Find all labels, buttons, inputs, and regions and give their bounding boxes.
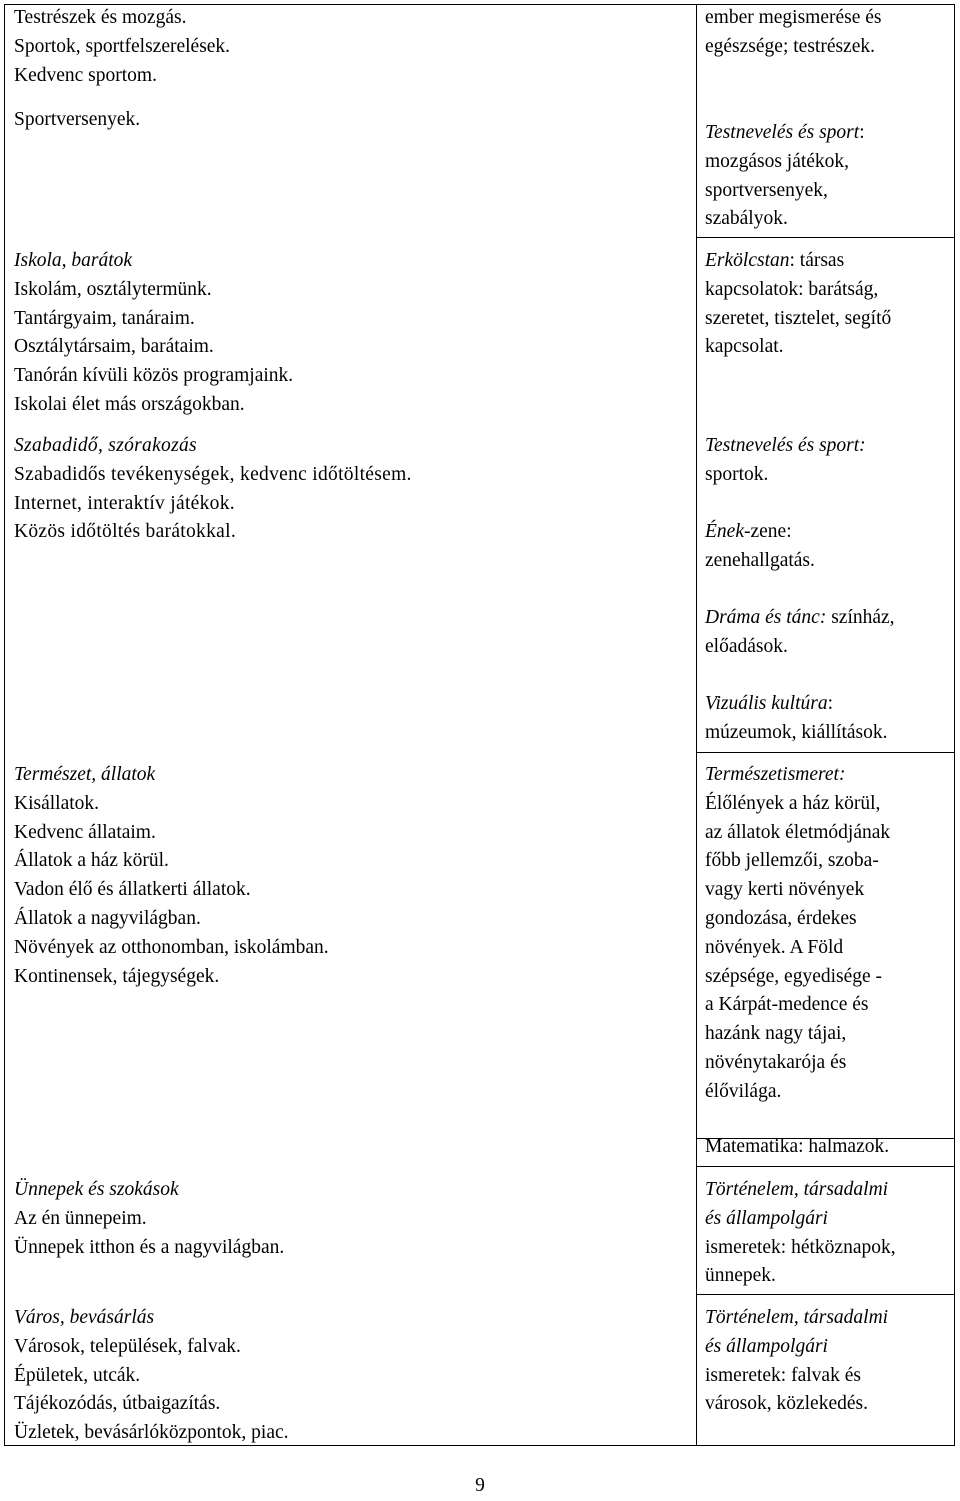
link-line: sportversenyek, — [705, 179, 828, 201]
link-line: kapcsolat. — [705, 336, 784, 358]
link-heading — [705, 690, 888, 719]
topic-line: Tanórán kívüli közös programjaink. — [14, 365, 294, 387]
link-history-1 — [705, 1176, 896, 1291]
link-line: sportok. — [705, 463, 769, 485]
link-heading — [705, 119, 865, 148]
topic-line: Vadon élő és állatkerti állatok. — [14, 879, 251, 901]
link-line: főbb jellemzői, szoba- — [705, 850, 879, 872]
right-row-divider — [696, 1166, 955, 1167]
topic-line: Közös időtöltés barátokkal. — [14, 521, 237, 543]
topic-title: Iskola, barátok — [14, 250, 133, 271]
link-line: városok, közlekedés. — [705, 1393, 868, 1415]
link-line: szabályok. — [705, 208, 788, 230]
topic-line: Kisállatok. — [14, 792, 100, 814]
link-pe-sports — [705, 432, 866, 490]
link-music — [705, 518, 815, 576]
link-line: vagy kerti növények — [705, 879, 865, 901]
topic-line: Sportversenyek. — [14, 109, 141, 131]
topic-line: Szabadidős tevékenységek, kedvenc időtöltésem. — [14, 463, 412, 485]
topic-sport — [14, 4, 230, 135]
link-heading — [705, 247, 891, 276]
link-line: Élőlények a ház körül, — [705, 792, 881, 814]
link-line: múzeumok, kiállítások. — [705, 721, 888, 743]
link-line: kapcsolatok: barátság, — [705, 278, 879, 300]
link-heading — [705, 604, 895, 633]
subject-name: Történelem, társadalmi — [705, 1307, 889, 1328]
topic-line: Internet, interaktív játékok. — [14, 492, 235, 514]
topic-line: Testrészek és mozgás. — [14, 7, 187, 28]
topic-title: Ünnepek és szokások — [14, 1179, 179, 1200]
topic-title: Város, bevásárlás — [14, 1307, 155, 1328]
topic-line: Iskolám, osztálytermünk. — [14, 278, 212, 300]
link-colon: : — [859, 122, 865, 143]
topic-line: Tantárgyaim, tanáraim. — [14, 307, 195, 329]
subject-name: Ének — [705, 521, 744, 542]
link-line: gondozása, érdekes — [705, 907, 857, 929]
topic-line: Állatok a nagyvilágban. — [14, 907, 201, 929]
topic-line: Kedvenc állataim. — [14, 821, 156, 843]
link-ethics — [705, 247, 891, 362]
topic-line: Tájékozódás, útbaigazítás. — [14, 1393, 221, 1415]
link-math — [705, 1133, 889, 1162]
link-line: szépsége, egyedisége - — [705, 965, 883, 987]
link-line: élővilága. — [705, 1080, 782, 1102]
link-line: növénytakarója és — [705, 1051, 847, 1073]
link-visual — [705, 690, 888, 748]
topic-line: Osztálytársaim, barátaim. — [14, 336, 214, 358]
subject-name: Természetismeret: — [705, 764, 846, 785]
link-line: egészsége; testrészek. — [705, 35, 875, 57]
link-text: -zene: — [743, 521, 792, 542]
link-text: : társas — [789, 250, 845, 271]
right-row-divider — [696, 752, 955, 753]
link-pe — [705, 119, 865, 234]
topic-title: Szabadidő, szórakozás — [14, 435, 197, 456]
link-line: zenehallgatás. — [705, 549, 815, 571]
topic-nature — [14, 761, 329, 991]
subject-name: Vizuális kultúra — [705, 693, 828, 714]
link-science — [705, 761, 890, 1107]
topic-school — [14, 247, 293, 420]
link-line: ember megismerése és — [705, 7, 882, 28]
link-line: szeretet, tisztelet, segítő — [705, 307, 892, 329]
subject-name: Testnevelés és sport — [705, 122, 860, 143]
link-line: ismeretek: falvak és — [705, 1364, 861, 1386]
link-line: mozgásos játékok, — [705, 150, 850, 172]
page-number: 9 — [475, 1475, 485, 1496]
subject-name: és állampolgári — [705, 1207, 828, 1229]
topic-line: Kedvenc sportom. — [14, 64, 157, 86]
topic-line: Ünnepek itthon és a nagyvilágban. — [14, 1236, 285, 1258]
link-line: ismeretek: hétköznapok, — [705, 1236, 896, 1258]
right-row-divider — [696, 1294, 955, 1295]
right-row-divider — [696, 237, 955, 238]
topic-line: Kontinensek, tájegységek. — [14, 965, 220, 987]
topic-title: Természet, állatok — [14, 764, 156, 785]
subject-name: Testnevelés és sport: — [705, 435, 866, 456]
subject-name: Erkölcstan — [705, 250, 790, 271]
link-health — [705, 4, 882, 62]
topic-line: Az én ünnepeim. — [14, 1207, 147, 1229]
link-line: előadások. — [705, 635, 788, 657]
link-colon: : — [827, 693, 834, 714]
topic-holidays — [14, 1176, 284, 1262]
topic-city — [14, 1304, 289, 1448]
subject-name: és állampolgári — [705, 1335, 828, 1357]
topic-line: Iskolai élet más országokban. — [14, 393, 245, 415]
topic-free-time — [14, 432, 412, 547]
subject-name: Dráma és tánc: — [705, 607, 827, 628]
link-text: színház, — [826, 607, 895, 628]
subject-name: Történelem, társadalmi — [705, 1179, 889, 1200]
topic-line: Városok, települések, falvak. — [14, 1335, 241, 1357]
link-drama — [705, 604, 895, 662]
link-line: ünnepek. — [705, 1265, 776, 1287]
link-line: növények. A Föld — [705, 936, 844, 958]
link-line: az állatok életmódjának — [705, 821, 891, 843]
column-divider — [696, 5, 697, 1445]
link-history-2 — [705, 1304, 888, 1419]
topic-line: Épületek, utcák. — [14, 1364, 141, 1386]
link-line: Matematika: halmazok. — [705, 1136, 890, 1157]
link-line: a Kárpát-medence és — [705, 994, 869, 1016]
topic-line: Sportok, sportfelszerelések. — [14, 35, 231, 57]
link-line: hazánk nagy tájai, — [705, 1023, 847, 1045]
topic-line: Üzletek, bevásárlóközpontok, piac. — [14, 1422, 289, 1444]
topic-line: Állatok a ház körül. — [14, 850, 169, 872]
topic-line: Növények az otthonomban, iskolámban. — [14, 936, 329, 958]
link-heading — [705, 518, 815, 547]
